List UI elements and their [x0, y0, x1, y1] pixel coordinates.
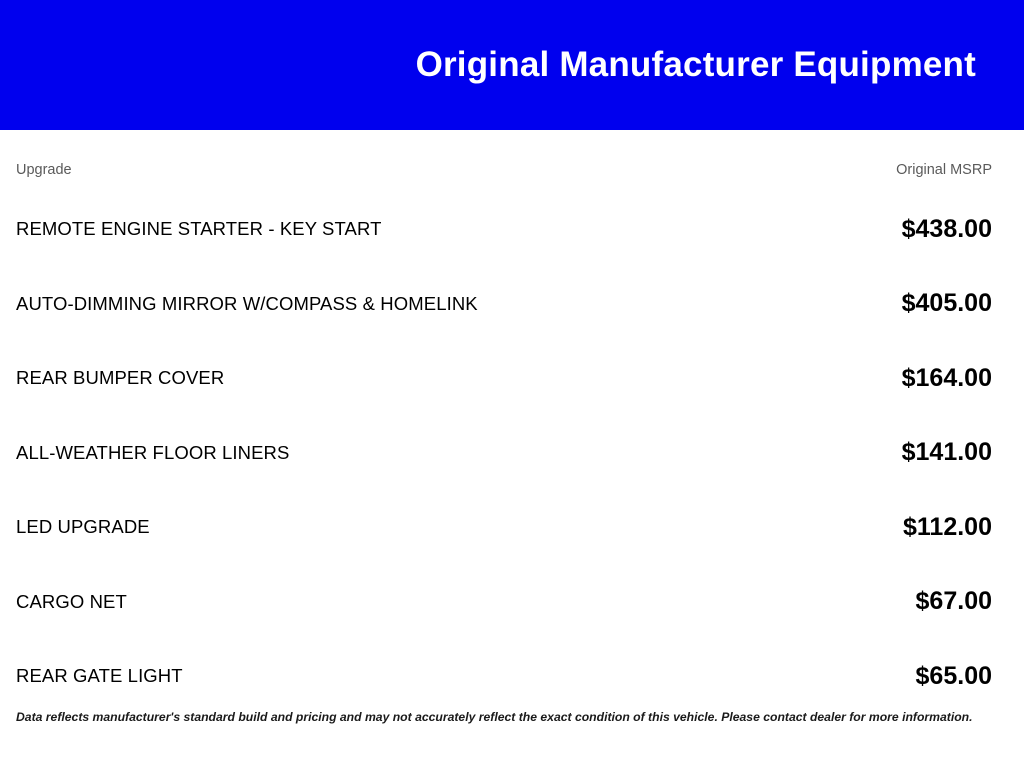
equipment-price: $438.00	[901, 214, 992, 243]
column-header-upgrade: Upgrade	[16, 162, 72, 178]
page-header	[0, 0, 1024, 130]
page-title: Original Manufacturer Equipment	[415, 44, 976, 84]
equipment-price: $141.00	[901, 438, 992, 467]
equipment-price: $164.00	[901, 363, 992, 392]
equipment-price: $67.00	[915, 587, 992, 616]
table-row	[16, 192, 992, 267]
equipment-label: LED UPGRADE	[16, 516, 150, 538]
table-row	[16, 341, 992, 416]
disclaimer-text: Data reflects manufacturer's standard build and pricing and may not accurately reflect the exact condition of this vehicle. Please contact dealer for more information.	[16, 710, 973, 724]
column-header-msrp: Original MSRP	[896, 162, 992, 178]
table-row	[16, 416, 992, 491]
equipment-label: ALL-WEATHER FLOOR LINERS	[16, 441, 290, 463]
table-row	[16, 639, 992, 714]
equipment-table	[16, 130, 992, 714]
equipment-price: $405.00	[901, 289, 992, 318]
equipment-label: AUTO-DIMMING MIRROR W/COMPASS & HOMELINK	[16, 292, 478, 314]
table-row	[16, 565, 992, 640]
equipment-content	[0, 130, 1024, 714]
equipment-price: $65.00	[915, 661, 992, 690]
table-row	[16, 490, 992, 565]
equipment-label: REAR BUMPER COVER	[16, 367, 225, 389]
equipment-label: REAR GATE LIGHT	[16, 665, 183, 687]
table-body	[16, 192, 992, 714]
table-header	[16, 130, 992, 192]
table-row	[16, 267, 992, 342]
equipment-label: REMOTE ENGINE STARTER - KEY START	[16, 218, 382, 240]
equipment-label: CARGO NET	[16, 590, 127, 612]
equipment-price: $112.00	[903, 512, 992, 541]
table-header-row	[16, 130, 992, 192]
